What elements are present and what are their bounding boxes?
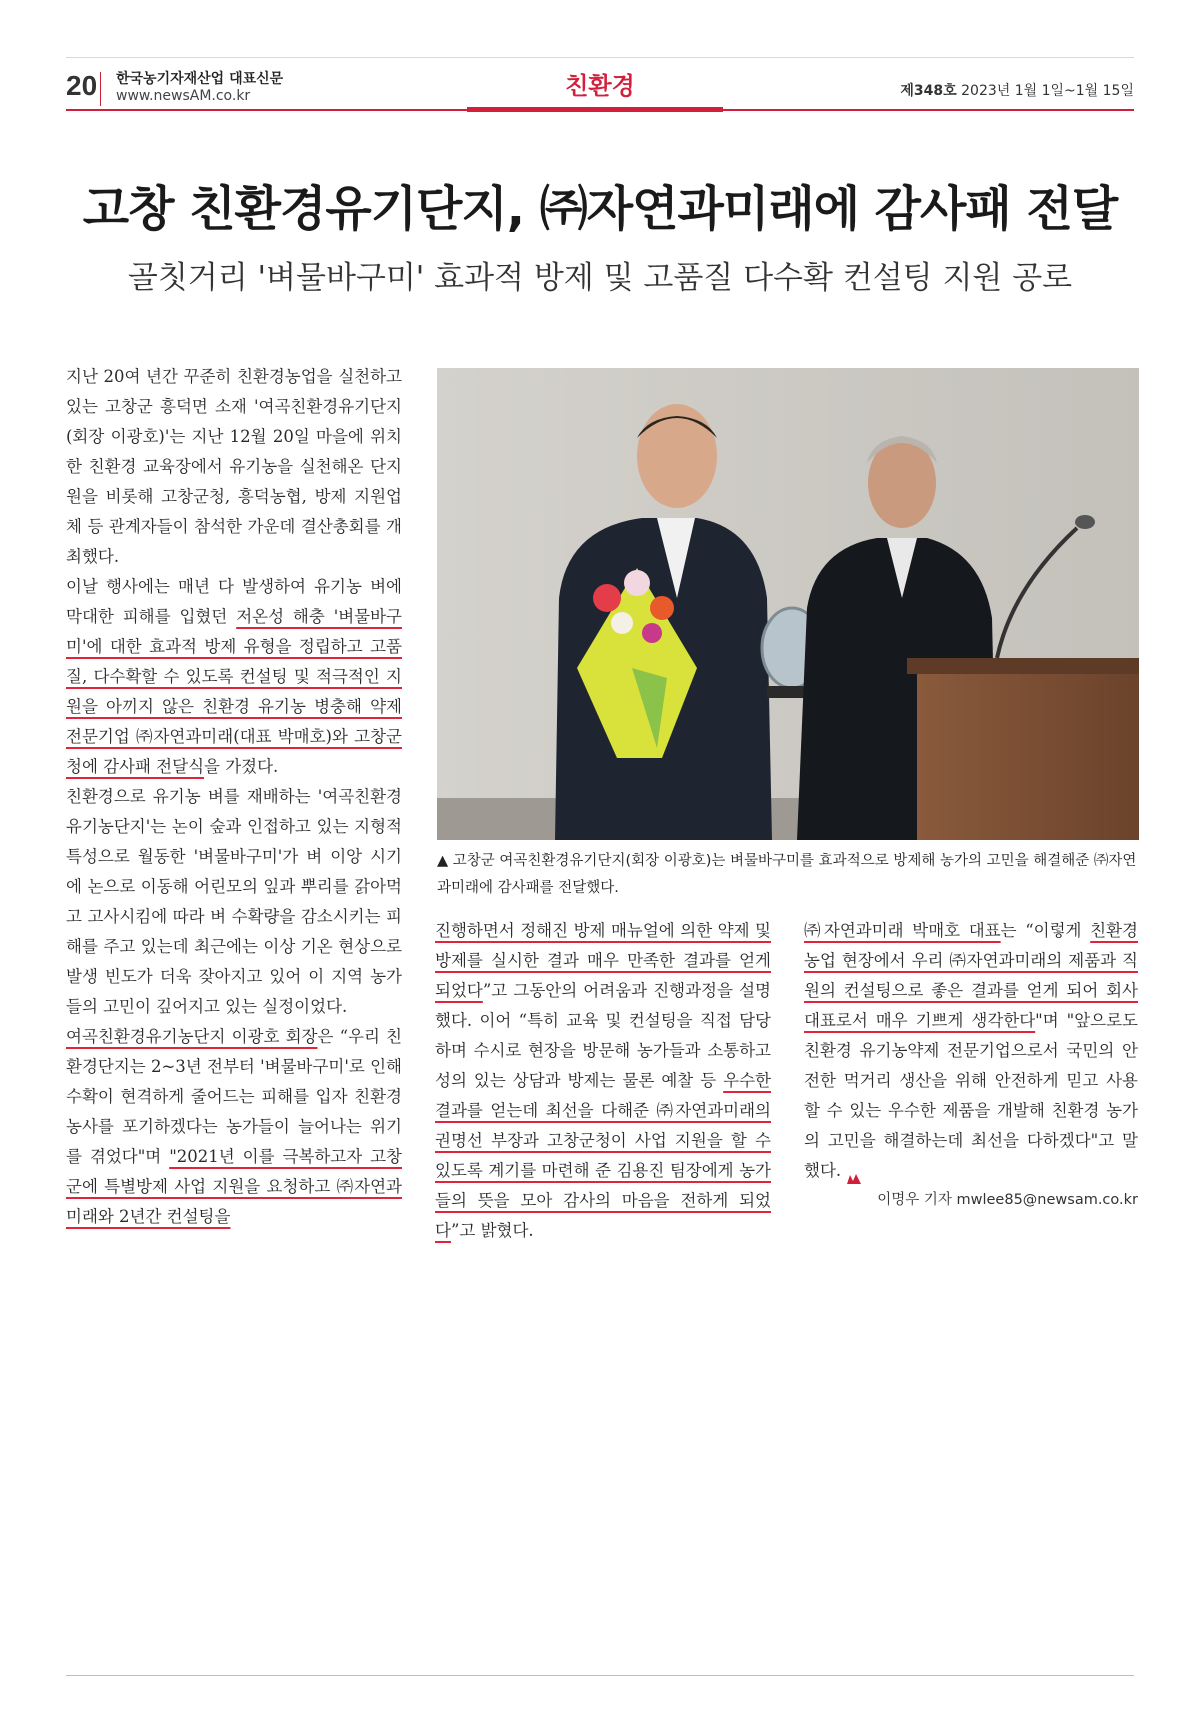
photo-caption: ▲ 고창군 여곡친환경유기단지(회장 이광호)는 벼물바구미를 효과적으로 방제해 농가의 고민을 해결해준 ㈜자연과미래에 감사패를 전달했다. <box>437 853 1137 896</box>
top-rule <box>66 57 1134 58</box>
paragraph <box>435 916 771 1246</box>
publication-name: 한국농기자재산업 대표신문 <box>116 71 284 87</box>
subheadline: 골칫거리 '벼물바구미' 효과적 방제 및 고품질 다수확 컨설팅 지원 공로 <box>127 260 1073 296</box>
issue-info <box>900 80 1134 100</box>
article-column-3 <box>804 916 1138 1186</box>
paragraph: 지난 20여 년간 꾸준히 친환경농업을 실천하고 있는 고창군 흥덕면 소재 '여곡친환경유기단지(회장 이광호)'는 지난 12월 20일 마을에 위치한 친환경 교육장에서 유기농을 실천해온 단지원을 비롯해 고창군청, 흥덕농협, 방제 지원업체 등 관계자들이 참석한 가운데 결산총회를 개최했다. <box>66 367 402 566</box>
article-column-1 <box>66 362 402 1232</box>
text-run: 을 가졌다. <box>204 757 279 776</box>
bottom-rule <box>66 1675 1134 1676</box>
article-column-2 <box>435 916 771 1246</box>
highlighted-text: 친환경 농업 현장에서 우리 ㈜자연과미래의 제품과 직원의 컨설팅으로 좋은 결과를 얻게 되어 회사 대표로서 매우 기쁘게 생각한다 <box>804 921 1138 1030</box>
paragraph <box>66 572 402 782</box>
page-header <box>66 60 1134 112</box>
section-title: 친환경 <box>565 72 635 100</box>
text-run: 는 “이렇게 <box>1000 921 1091 940</box>
page-number: 20 <box>66 70 98 101</box>
byline: 이명우 기자 mwlee85@newsam.co.kr <box>877 1192 1138 1208</box>
paragraph: 친환경으로 유기농 벼를 재배하는 '여곡친환경유기농단지'는 논이 숲과 인접하고 있는 지형적 특성으로 월동한 '벼물바구미'가 벼 이앙 시기에 논으로 이동해 어린모의 잎과 뿌리를 갉아먹고 고사시킴에 따라 벼 수확량을 감소시키는 피해를 주고 있는데 최근에는 이상 기온 현상으로 발생 빈도가 더욱 잦아지고 있어 이 지역 농가들의 고민이 깊어지고 있는 실정이었다. <box>66 787 402 1016</box>
highlighted-text: 우수한 결과를 얻는데 최선을 다해준 ㈜자연과미래의 권명선 부장과 고창군청이 사업 지원을 할 수 있도록 계기를 마련해 준 김용진 팀장에게 농가들의 뜻을 모아 감사의 마음을 전하게 되었다 <box>435 1071 771 1240</box>
headline: 고창 친환경유기단지, ㈜자연과미래에 감사패 전달 <box>82 181 1118 237</box>
newspaper-end-mark-icon <box>846 1165 862 1178</box>
highlighted-text: 여곡친환경유기농단지 이광호 회장 <box>66 1027 318 1046</box>
paragraph <box>804 916 1138 1186</box>
highlighted-text: ㈜자연과미래 박매호 대표 <box>804 921 1001 940</box>
text-run: ”고 그동안의 어려움과 진행과정을 설명했다. 이어 “특히 교육 및 컨설팅을 직접 담당하며 수시로 현장을 방문해 농가들과 소통하고 성의 있는 상담과 방제는 물론 예찰 등 <box>435 981 771 1090</box>
issue-date: 2023년 1월 1일~1월 15일 <box>961 83 1134 99</box>
text-run: 은 “우리 친환경단지는 2~3년 전부터 '벼물바구미'로 인해 수확이 현격하게 줄어드는 피해를 입자 친환경 농사를 포기하겠다는 농가들이 늘어나는 위기를 겪었다"며 <box>66 1027 403 1166</box>
text-run: 이날 행사에는 매년 다 발생하여 유기농 벼에 막대한 피해를 입혔던 <box>66 577 402 626</box>
article-photo <box>437 368 1139 840</box>
award-ceremony-photo <box>437 368 1139 840</box>
issue-number: 제348호 <box>900 83 957 99</box>
highlighted-text: "2021년 이를 극복하고자 고창군에 특별방제 사업 지원을 요청하고 ㈜자연과미래와 2년간 컨설팅을 <box>66 1147 402 1226</box>
header-rule-accent <box>467 107 723 112</box>
text-run: ”고 밝혔다. <box>450 1221 534 1240</box>
highlighted-text: 진행하면서 정해진 방제 매뉴얼에 의한 약제 및 방제를 실시한 결과 매우 만족한 결과를 얻게 되었다 <box>435 921 771 1000</box>
paragraph <box>66 1022 402 1232</box>
text-run: "며 "앞으로도 친환경 유기농약제 전문기업으로서 국민의 안전한 먹거리 생산을 위해 안전하게 믿고 사용할 수 있는 우수한 제품을 개발해 친환경 농가의 고민을 해결하는데 최선을 다하겠다"고 말했다. <box>804 1011 1138 1180</box>
highlighted-text: 저온성 해충 '벼물바구미'에 대한 효과적 방제 유형을 정립하고 고품질, 다수확할 수 있도록 컨설팅 및 적극적인 지원을 아끼지 않은 친환경 유기농 병충해 약제 전문기업 ㈜자연과미래(대표 박매호)와 고창군청에 감사패 전달식 <box>66 607 402 776</box>
publication-url[interactable]: www.newsAM.co.kr <box>116 88 251 104</box>
